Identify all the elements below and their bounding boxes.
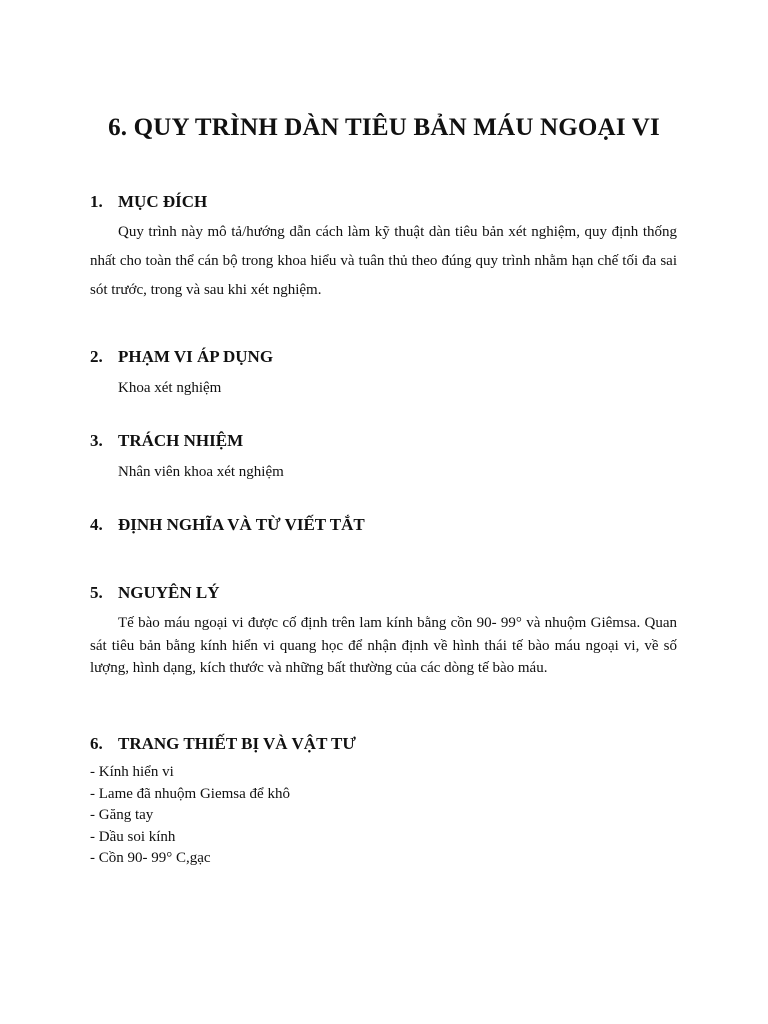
list-item: - Lame đã nhuộm Giemsa để khô: [90, 785, 290, 802]
section-title: NGUYÊN LÝ: [118, 583, 220, 602]
list-item: - Găng tay: [90, 807, 154, 823]
section-number: 6.: [90, 734, 103, 753]
section-title: PHẠM VI ÁP DỤNG: [118, 347, 274, 366]
list-item: - Dầu soi kính: [90, 828, 176, 845]
list-item: - Cồn 90- 99° C,gạc: [90, 850, 211, 866]
section-number: 5.: [90, 583, 103, 602]
section-paragraph-principle: Tế bào máu ngoại vi được cố định trên lam kính bằng cồn 90- 99° và nhuộm Giêmsa. Quan sát tiêu bản bằng kính hiển vi quang học để nhận định về hình thái tế bào máu ngoại vi, về số lượng, hình dạng, kích thước và những bất thường của các dòng tế bào máu.: [90, 615, 677, 676]
section-title: ĐỊNH NGHĨA VÀ TỪ VIẾT TẮT: [118, 515, 365, 534]
list-item: - Kính hiển vi: [90, 764, 174, 780]
section-title: MỤC ĐÍCH: [118, 192, 208, 211]
section-paragraph-purpose: Quy trình này mô tả/hướng dẫn cách làm kỹ thuật dàn tiêu bản xét nghiệm, quy định thống nhất cho toàn thể cán bộ trong khoa hiểu và tuân thủ theo đúng quy trình nhằm hạn chế tối đa sai sót trước, trong và sau khi xét nghiệm.: [90, 224, 677, 298]
section-heading-definitions: [90, 515, 365, 535]
section-heading-scope: [90, 347, 273, 367]
section-title: TRÁCH NHIỆM: [118, 431, 244, 450]
section-title: TRANG THIẾT BỊ VÀ VẬT TƯ: [118, 734, 356, 753]
section-number: 2.: [90, 347, 103, 366]
section-number: 4.: [90, 515, 103, 534]
section-number: 3.: [90, 431, 103, 450]
section-text-scope: Khoa xét nghiệm: [118, 380, 222, 396]
document-title: 6. QUY TRÌNH DÀN TIÊU BẢN MÁU NGOẠI VI: [108, 114, 660, 141]
section-number: 1.: [90, 192, 103, 211]
section-heading-principle: [90, 583, 220, 603]
section-heading-purpose: [90, 192, 207, 212]
equipment-list: [90, 762, 290, 870]
section-heading-equipment: [90, 734, 356, 754]
section-text-responsibility: Nhân viên khoa xét nghiệm: [118, 464, 284, 480]
section-heading-responsibility: [90, 431, 243, 451]
